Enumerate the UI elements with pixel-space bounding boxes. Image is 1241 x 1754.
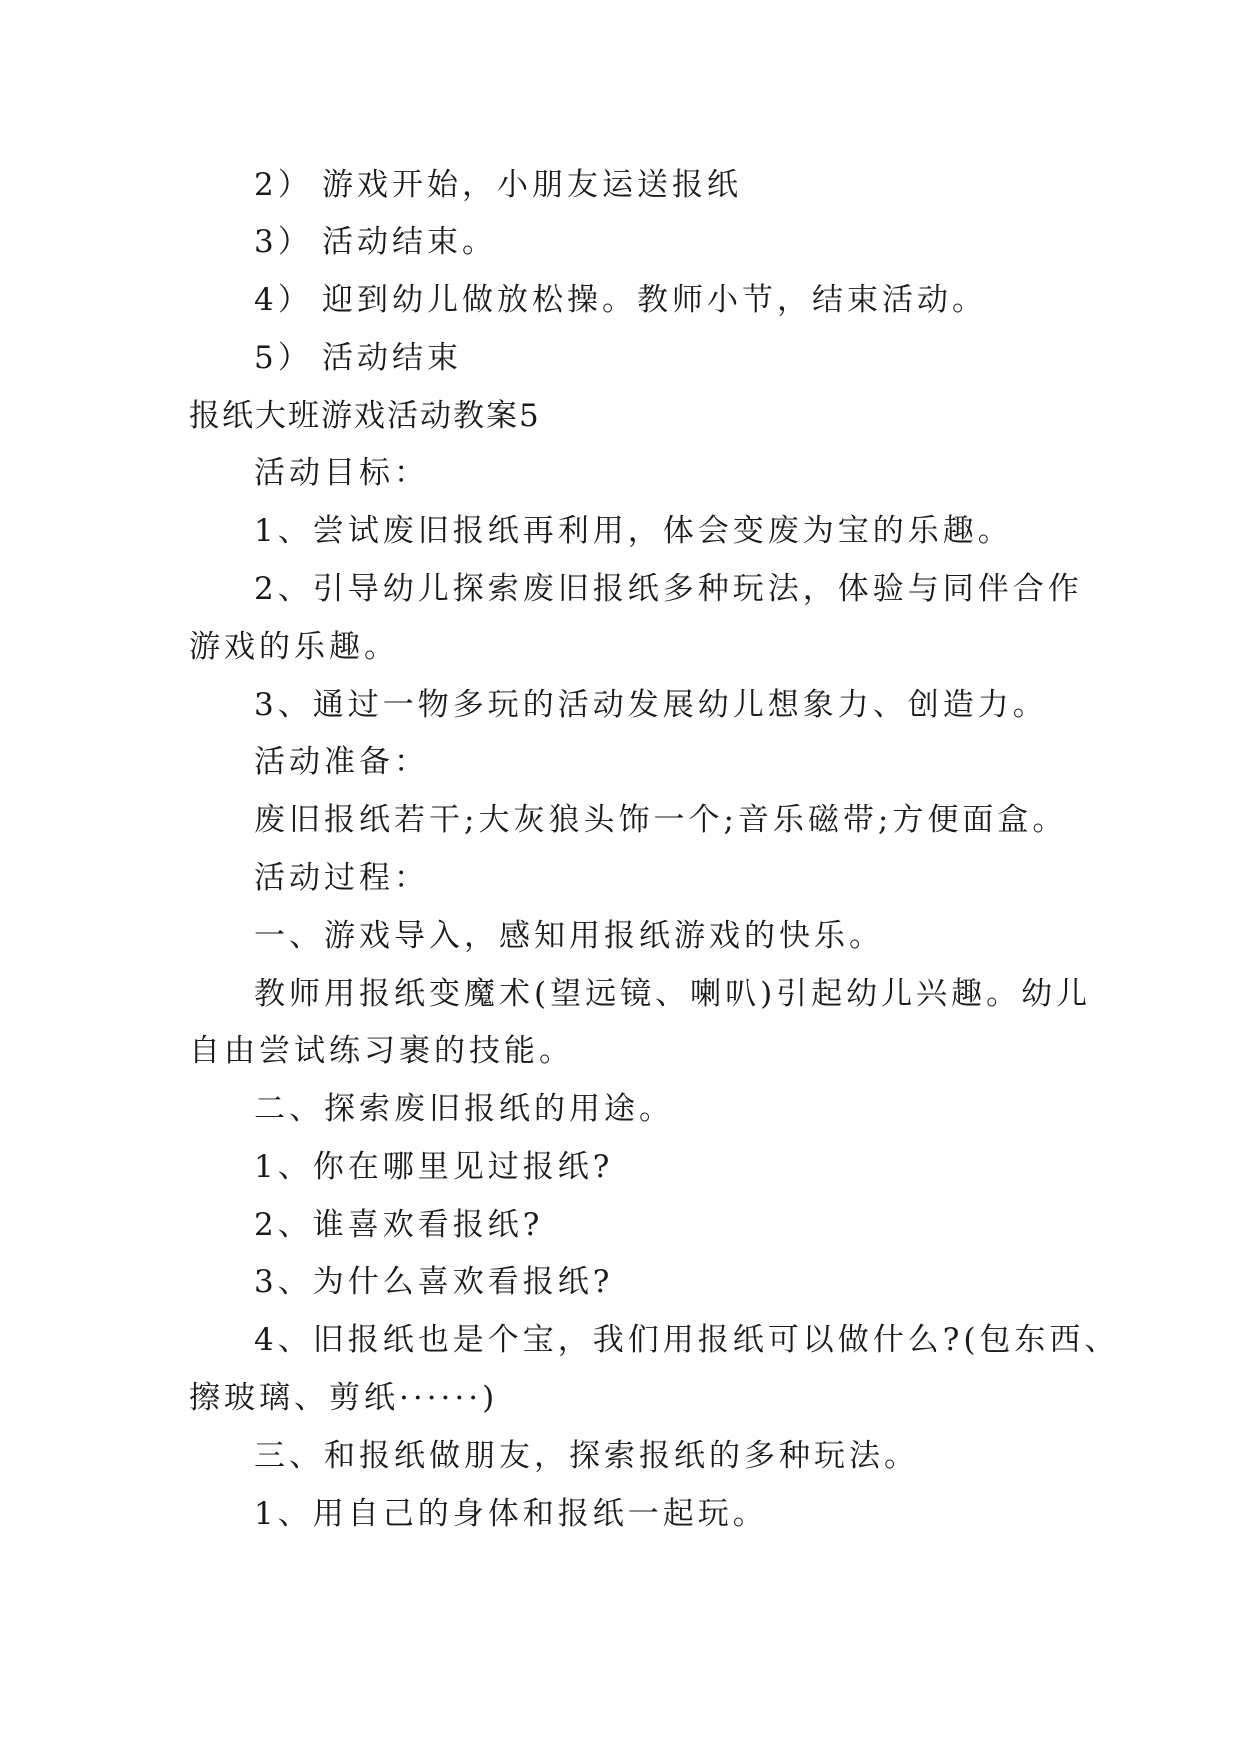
paragraph-line: 1、你在哪里见过报纸? [254,1149,614,1185]
list-item-text: 迎到幼儿做放松操。教师小节，结束活动。 [322,282,987,318]
paragraph-line: 3、为什么喜欢看报纸? [254,1264,614,1300]
paragraph-line: 教师用报纸变魔术(望远镜、喇叭)引起幼儿兴趣。幼儿 [254,976,1092,1012]
paragraph-line: 擦玻璃、剪纸······) [189,1380,499,1416]
paragraph-line: 1、用自己的身体和报纸一起玩。 [254,1496,768,1532]
paragraph-line: 自由尝试练习裹的技能。 [189,1033,574,1069]
list-item-text: 活动结束。 [322,224,497,260]
paragraph-line: 活动准备： [254,744,429,780]
list-item [254,280,987,320]
paragraph-line: 二、探索废旧报纸的用途。 [254,1091,674,1127]
list-item-text: 活动结束 [322,340,462,376]
list-item [254,222,497,262]
list-item [254,165,742,205]
paragraph-line: 3、通过一物多玩的活动发展幼儿想象力、创造力。 [254,687,1048,723]
paragraph-line: 2、谁喜欢看报纸? [254,1207,544,1243]
list-item-number: 4） [254,282,313,318]
paragraph-line: 一、游戏导入，感知用报纸游戏的快乐。 [254,918,884,954]
paragraph-line: 活动目标： [254,455,429,491]
paragraph-line: 2、引导幼儿探索废旧报纸多种玩法，体验与同伴合作 [254,571,1083,607]
list-item-number: 2） [254,167,313,203]
list-item-text: 游戏开始，小朋友运送报纸 [322,167,742,203]
paragraph-line: 1、尝试废旧报纸再利用，体会变废为宝的乐趣。 [254,513,1013,549]
paragraph-line: 活动过程： [254,860,429,896]
list-item-number: 3） [254,224,313,260]
paragraph-line: 4、旧报纸也是个宝，我们用报纸可以做什么?(包东西、 [254,1322,1120,1358]
paragraph-line: 废旧报纸若干;大灰狼头饰一个;音乐磁带;方便面盒。 [254,802,1068,838]
list-item-number: 5） [254,340,313,376]
paragraph-line: 游戏的乐趣。 [189,629,399,665]
paragraph-line: 三、和报纸做朋友，探索报纸的多种玩法。 [254,1438,919,1474]
section-title: 报纸大班游戏活动教案5 [189,398,541,434]
list-item [254,338,462,378]
